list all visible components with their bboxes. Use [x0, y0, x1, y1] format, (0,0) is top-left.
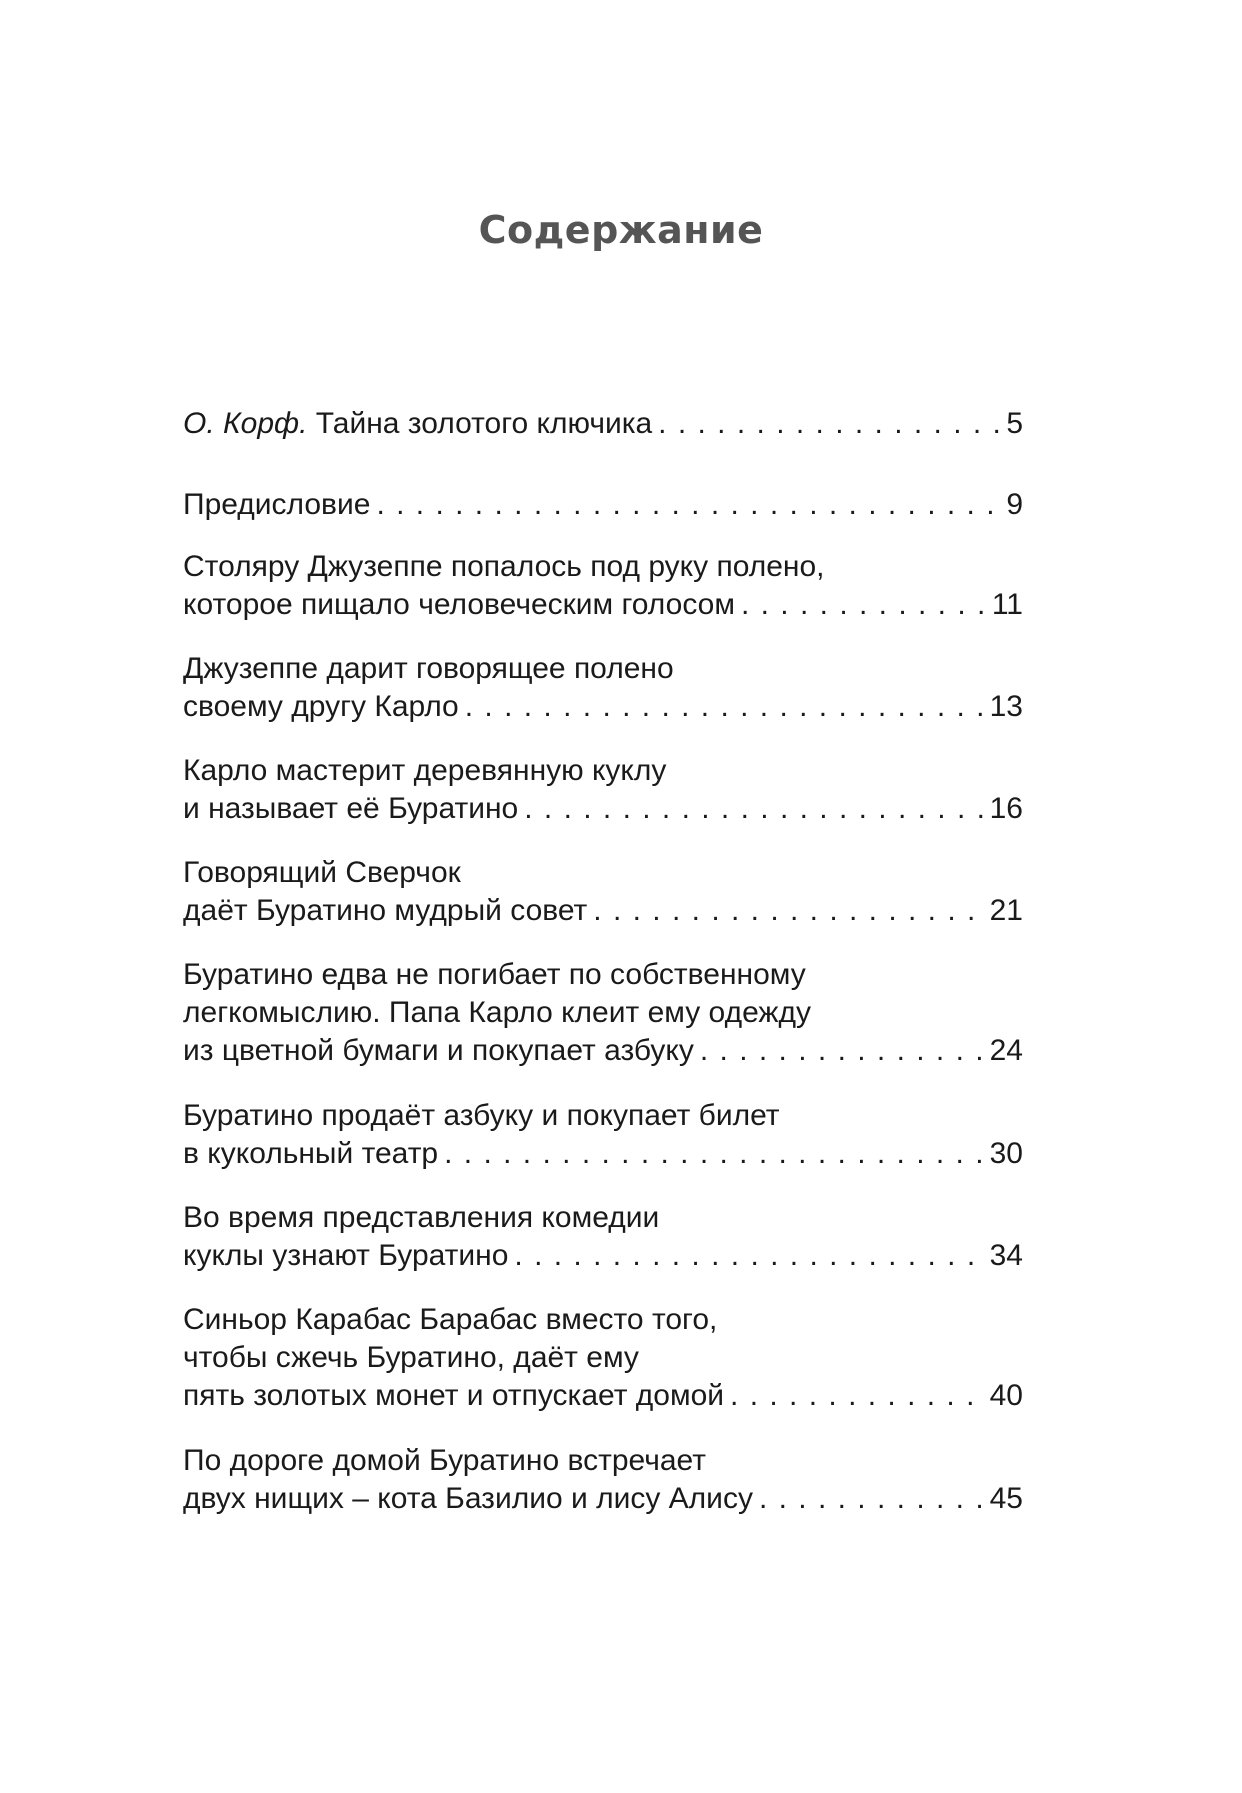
toc-entry-title: из цветной бумаги и покупает азбуку [183, 1034, 694, 1067]
toc-entry-line [183, 688, 1023, 726]
dot-leader [524, 790, 983, 828]
toc-entry-title: Говорящий Сверчок [183, 856, 461, 889]
toc-entry-title: Столяру Джузеппе попалось под руку полено, [183, 550, 825, 583]
toc-entry-line [183, 1135, 1023, 1173]
dot-leader [730, 1377, 984, 1415]
toc-entry-title: легкомыслию. Папа Карло клеит ему одежду [183, 996, 812, 1029]
toc-entry[interactable] [183, 650, 1023, 726]
page-title: Содержание [478, 208, 764, 252]
dot-leader [376, 486, 1000, 524]
toc-entry[interactable] [183, 752, 1023, 828]
toc-entry[interactable] [183, 1097, 1023, 1173]
toc-entry-title: пять золотых монет и отпускает домой [183, 1379, 725, 1412]
toc-entry-title: Буратино продаёт азбуку и покупает билет [183, 1099, 780, 1132]
toc-entry-page: 30 [989, 1137, 1023, 1170]
toc-entry-page: 13 [989, 690, 1023, 723]
toc-entry-title: По дороге домой Буратино встречает [183, 1444, 706, 1477]
toc-entry[interactable] [183, 1199, 1023, 1275]
toc-entry-title: и называет её Буратино [183, 792, 519, 825]
dot-leader [741, 586, 986, 624]
toc-entry-page: 5 [1006, 407, 1023, 440]
dot-leader [593, 892, 983, 930]
toc-entry-line [183, 586, 1023, 624]
toc-entry-title: в кукольный театр [183, 1137, 439, 1170]
toc-entry-line [183, 1480, 1023, 1518]
toc-entry-page: 45 [989, 1482, 1023, 1515]
toc-entry[interactable] [183, 854, 1023, 930]
toc-entry-title: Буратино едва не погибает по собственному [183, 958, 806, 991]
toc-entry-line [183, 892, 1023, 930]
toc-entry-line [183, 790, 1023, 828]
toc-entry-title: Предисловие [183, 488, 371, 521]
toc-entry-title: Карло мастерит деревянную куклу [183, 754, 667, 787]
toc-entry-page: 9 [1006, 488, 1023, 521]
toc-entry-author: О. Корф. [183, 407, 308, 440]
toc-entry-title: Джузеппе дарит говорящее полено [183, 652, 674, 685]
dot-leader [658, 405, 1000, 443]
toc-entry-title: которое пищало человеческим голосом [183, 588, 735, 621]
dot-leader [465, 688, 984, 726]
toc-entry-title: даёт Буратино мудрый совет [183, 894, 588, 927]
toc-entry-line [183, 405, 1023, 443]
toc-entry-title: Тайна золотого ключика [315, 407, 653, 440]
toc-entry[interactable] [183, 1301, 1023, 1415]
toc-entry-page: 34 [989, 1239, 1023, 1272]
toc-entry-title: Синьор Карабас Барабас вместо того, [183, 1303, 718, 1336]
toc-entry-title: куклы узнают Буратино [183, 1239, 509, 1272]
toc-entry-title: чтобы сжечь Буратино, даёт ему [183, 1341, 639, 1374]
toc-entry-page: 21 [989, 894, 1023, 927]
toc-entry-line [183, 486, 1023, 524]
toc-entry-title: своему другу Карло [183, 690, 459, 723]
toc-entry-title: Во время представления комедии [183, 1201, 660, 1234]
dot-leader [444, 1135, 984, 1173]
dot-leader [759, 1480, 984, 1518]
toc-entry[interactable] [183, 405, 1023, 443]
toc-entry[interactable] [183, 548, 1023, 624]
toc-entry-line [183, 1032, 1023, 1070]
toc-entry-page: 11 [991, 588, 1023, 621]
toc-entry[interactable] [183, 956, 1023, 1070]
toc-entry[interactable] [183, 486, 1023, 524]
toc-entry-page: 40 [989, 1379, 1023, 1412]
toc-entry-line [183, 1237, 1023, 1275]
toc-entry[interactable] [183, 1442, 1023, 1518]
toc-entry-page: 24 [989, 1034, 1023, 1067]
toc-entry-line [183, 1377, 1023, 1415]
toc-entry-page: 16 [989, 792, 1023, 825]
dot-leader [514, 1237, 983, 1275]
dot-leader [700, 1032, 984, 1070]
toc-entry-title: двух нищих – кота Базилио и лису Алису [183, 1482, 753, 1515]
